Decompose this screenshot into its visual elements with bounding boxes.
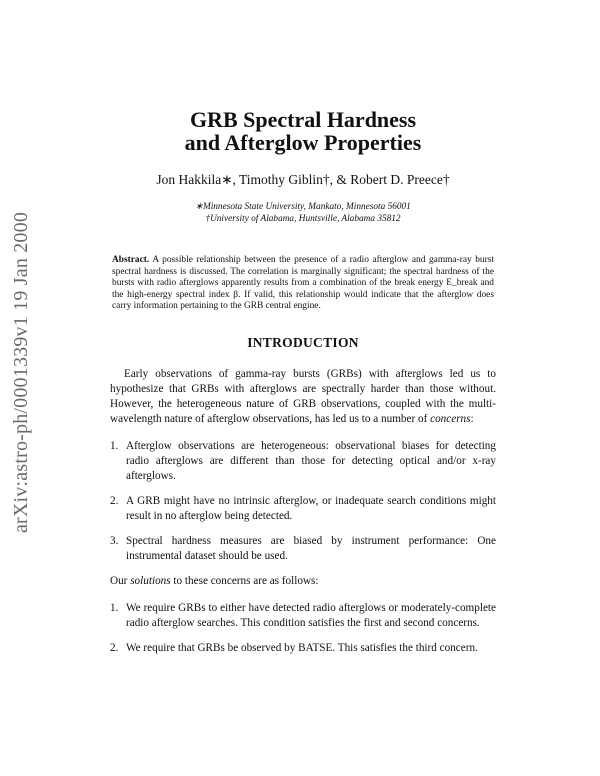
paper-title: [110, 108, 496, 154]
solutions-lead-start: Our: [110, 574, 131, 587]
list-number: 1.: [110, 439, 119, 452]
affiliations: [110, 202, 496, 225]
list-item: [110, 641, 496, 656]
list-item: [110, 494, 496, 524]
intro-text-end: :: [470, 412, 474, 425]
affiliation-1: ∗Minnesota State University, Mankato, Minnesota 56001: [195, 202, 411, 212]
list-number: 3.: [110, 534, 119, 547]
list-item: [110, 534, 496, 564]
concerns-list: [110, 439, 496, 564]
solutions-emphasis: solutions: [130, 574, 171, 587]
list-text: We require that GRBs be observed by BATSE. This satisfies the third concern.: [126, 641, 478, 654]
list-text: Spectral hardness measures are biased by instrument performance: One instrumental dataset should be used.: [126, 534, 496, 562]
abstract: [110, 255, 496, 313]
list-number: 1.: [110, 601, 119, 614]
title-line-2: and Afterglow Properties: [184, 130, 422, 155]
abstract-label: Abstract.: [112, 255, 150, 265]
list-text: A GRB might have no intrinsic afterglow, or inadequate search conditions might result in no afterglow being detected.: [126, 494, 496, 522]
solutions-lead-end: to these concerns are as follows:: [170, 574, 319, 587]
list-number: 2.: [110, 494, 119, 507]
solutions-lead: [110, 574, 496, 589]
intro-paragraph: [110, 367, 496, 427]
affiliation-2: †University of Alabama, Huntsville, Alabama 35812: [205, 213, 401, 224]
solutions-list: [110, 601, 496, 656]
arxiv-stamp: [2, 202, 42, 542]
section-heading: INTRODUCTION: [247, 334, 359, 350]
list-text: We require GRBs to either have detected radio afterglows or moderately-complete radio afterglow searches. This condition satisfies the first and second concerns.: [126, 601, 496, 629]
paper-page: [110, 108, 496, 666]
list-item: [110, 601, 496, 631]
abstract-text: A possible relationship between the presence of a radio afterglow and gamma-ray burst spectral hardness is discussed. The correlation is marginally significant; the spectral hardness of the bursts with radio afterglows apparently results from a combination of the break energy E_break and the high-energy spectral index β. If valid, this relationship would indicate that the afterglow does carry information pertaining to the GRB central engine.: [112, 255, 494, 312]
list-text: Afterglow observations are heterogeneous: observational biases for detecting radio afterglows are different than those for detecting optical and/or x-ray afterglows.: [126, 439, 496, 482]
title-line-1: GRB Spectral Hardness: [189, 107, 417, 132]
arxiv-stamp-text: arXiv:astro-ph/0001339v1 19 Jan 2000: [10, 211, 33, 533]
intro-text: Early observations of gamma-ray bursts (GRBs) with afterglows led us to hypothesize that GRBs with afterglows are spectrally harder than those without. However, the heterogeneous nature of GRB observations, coupled with the multi-wavelength nature of afterglow observations, has led us to a number of: [110, 367, 496, 425]
list-item: [110, 439, 496, 484]
intro-emphasis: concerns: [430, 412, 471, 425]
list-number: 2.: [110, 641, 119, 654]
author-list: Jon Hakkila∗, Timothy Giblin†, & Robert D. Preece†: [156, 172, 450, 187]
